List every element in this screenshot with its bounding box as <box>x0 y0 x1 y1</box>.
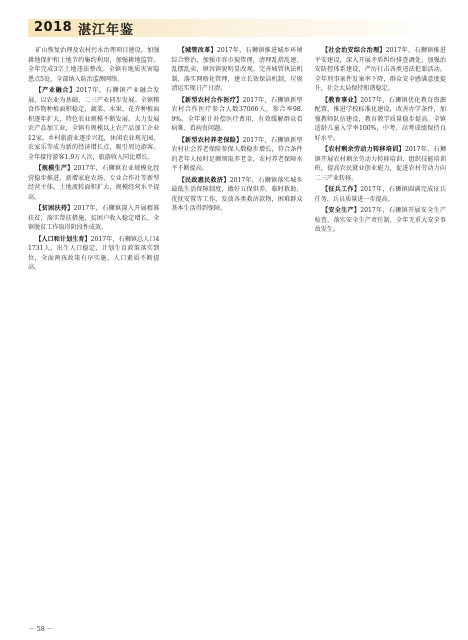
paragraph-text: 2017年，石狮镇产业融合发展，以农业为基础，二三产业同步发展。全镇粮食作物种植面积稳定，蔬菜、水果、花卉种植面积逐年扩大，特色农业规模不断发展。大力发展农产品加工业，全镇有规模以上农产品加工企业12家。乡村旅游业逐步兴起，休闲农业观光园、农家乐等成为新的经济增长点，吸引周边游客。全年接待游客1.9万人次，旅游收入同比增长。 <box>28 87 160 161</box>
paragraph <box>28 204 159 233</box>
paragraph <box>28 164 159 202</box>
section-heading: 【产业融合】 <box>35 87 76 94</box>
paragraph-text: 2017年，石狮镇新型农村社会养老保险参保人数稳步增长，符合条件的老年人按时足额领取养老金，农村养老保障水平不断提高。 <box>171 136 303 172</box>
paragraph <box>28 235 159 273</box>
page-header <box>28 16 446 40</box>
paragraph-text: 2017年，石狮镇圆满完成征兵任务，兵员质量进一步提高。 <box>314 186 446 203</box>
section-heading: 【贫困扶持】 <box>35 205 74 212</box>
paragraph-text: 2017年，石狮镇推进城乡环境综合整治，加强市容市貌管理，清理乱搭乱建、乱摆乱卖，镇容镇貌明显改观。完善城管执法机制，落实网格化管理，建立长效保洁机制，垃圾清运实现日产日清。 <box>171 47 303 92</box>
column-middle <box>171 46 302 620</box>
header-year: 2018 <box>34 20 73 35</box>
paragraph <box>315 145 446 183</box>
paragraph-text: 2017年，石狮镇优化教育资源配置，推进学校标准化建设，改善办学条件，加强教师队伍建设，教育教学质量稳步提高。全镇适龄儿童入学率100%，中考、高考成绩保持良好水平。 <box>314 96 446 142</box>
paragraph <box>315 96 446 144</box>
section-heading: 【社会治安综合治理】 <box>321 47 386 54</box>
paragraph <box>28 86 159 162</box>
paragraph <box>315 206 446 235</box>
paragraph-text: 2017年，石狮镇总人口41731人，出生人口稳定，计划生育政策落实到位，全面两孩政策有序实施，人口素质不断提高。 <box>28 235 160 271</box>
column-right <box>315 46 446 620</box>
section-heading: 【新型农村养老保险】 <box>178 136 243 144</box>
paragraph-text: 2017年，石狮镇开展安全生产检查，落实安全生产责任制，全年无重大安全事故发生。 <box>314 207 446 233</box>
section-heading: 【人口和计划生育】 <box>35 235 91 243</box>
paragraph-text: 矿山恢复治理及农村污水治理项目建设。加强耕地保护和土地节约集约利用，加强耕地监管。全年完成3宗土地违法整改。全镇有地质灾害隐患点5处，全部纳入防治监测网络。 <box>28 47 160 83</box>
section-heading: 【征兵工作】 <box>321 186 361 193</box>
text-columns <box>28 46 446 620</box>
section-heading: 【城管改革】 <box>178 47 217 54</box>
paragraph-text: 2017年，石狮镇新型农村合作医疗参合人数37066人，参合率98.9%。全年累计补偿医疗费用，有效缓解群众看病难、看病贵问题。 <box>171 96 303 132</box>
page-number: － 58 － <box>28 625 54 633</box>
paragraph <box>28 46 159 84</box>
paragraph <box>315 46 446 94</box>
section-heading: 【农村剩余劳动力转移培训】 <box>321 146 405 153</box>
section-heading: 【民政惠民救济】 <box>178 176 230 184</box>
paragraph-text: 2017年，石狮镇落实城乡最低生活保障制度，做好五保供养、临时救助、优抚安置等工作，发放各类救济款物，困难群众基本生活得到保障。 <box>171 176 303 212</box>
paragraph <box>171 46 302 94</box>
section-heading: 【安全生产】 <box>321 207 361 214</box>
section-heading: 【新型农村合作医疗】 <box>178 96 243 104</box>
paragraph-text: 2017年，石狮镇开展农村剩余劳动力转移培训，组织技能培训班，提高农民就业创业能力，促进农村劳动力向二三产业转移。 <box>314 146 446 182</box>
paragraph <box>171 136 302 174</box>
paragraph-text: 2017年，石狮镇推进平安建设，深入开展矛盾纠纷排查调处，加强治安防控体系建设，严厉打击各类违法犯罪活动。全年刑事案件发案率下降，群众安全感满意度提升，社会大局保持和谐稳定。 <box>314 47 446 92</box>
section-heading: 【规模生产】 <box>35 165 74 172</box>
header-title: 湛江年鉴 <box>78 23 135 38</box>
column-left <box>28 46 159 620</box>
paragraph <box>315 185 446 204</box>
section-heading: 【教育事业】 <box>321 96 361 104</box>
paragraph-text: 2017年，石狮镇深入开展精准扶贫，落实帮扶措施，贫困户收入稳定增长，全镇脱贫工作取得阶段性成效。 <box>28 205 160 231</box>
paragraph-text: 2017年，石狮镇农业规模化经营稳步推进，新增家庭农场、专业合作社等新型经营主体。土地流转面积扩大，规模经营水平提高。 <box>28 165 160 201</box>
paragraph <box>171 96 302 134</box>
paragraph <box>171 176 302 214</box>
